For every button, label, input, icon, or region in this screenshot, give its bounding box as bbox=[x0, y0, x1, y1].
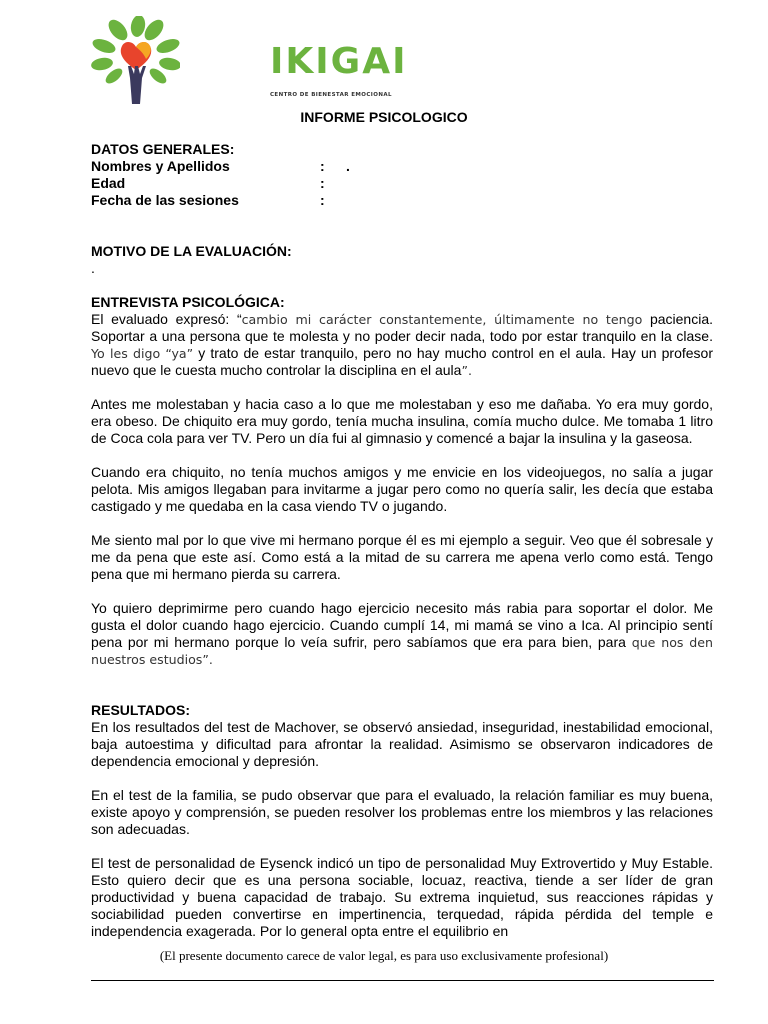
resultados-paragraph: En el test de la familia, se pudo observar que para el evaluado, la relación familiar es muy buena, existe apoyo y comprensión, se pueden resolver los problemas entre los miembros y las relaciones son adecuadas. bbox=[91, 787, 713, 837]
datos-row-nombres bbox=[91, 158, 713, 175]
text-run: ”. bbox=[461, 363, 472, 378]
datos-generales-heading: DATOS GENERALES: bbox=[91, 141, 235, 157]
text-run: que nos den nuestros estudios”. bbox=[91, 635, 713, 667]
row-separator: : bbox=[320, 175, 325, 191]
row-label: Edad bbox=[91, 175, 126, 191]
footer-divider bbox=[91, 980, 714, 981]
entrevista-heading: ENTREVISTA PSICOLÓGICA: bbox=[91, 294, 285, 310]
text-run: cambio mi carácter constantemente, últimamente no tengo bbox=[241, 312, 643, 327]
text-run: y trato de estar tranquilo, pero no hay mucho control en el aula. Hay un profesor nuevo que le cuesta mucho controlar la disciplina en el aula bbox=[91, 345, 713, 378]
text-run: Yo les digo “ya” bbox=[91, 346, 194, 361]
resultados-heading: RESULTADOS: bbox=[91, 702, 191, 718]
row-label: Nombres y Apellidos bbox=[91, 158, 230, 174]
logo-wordmark: IKIGAI bbox=[270, 41, 408, 82]
text-run: Yo quiero deprimirme pero cuando hago ejercicio necesito más rabia para soportar el dolor. Me gusta el dolor cuando hago ejercicio. Cuando cumplí 14, mi mamá se vino a Ica. Al principio sentí pena por mi hermano porque lo veía sufrir, pero sabíamos que era para bien, para bbox=[91, 600, 713, 650]
datos-row-fecha bbox=[91, 192, 713, 209]
logo-subtitle: CENTRO DE BIENESTAR EMOCIONAL bbox=[270, 92, 392, 98]
document-body bbox=[91, 141, 713, 940]
entrevista-paragraph bbox=[91, 600, 713, 668]
entrevista-paragraph: Me siento mal por lo que vive mi hermano porque él es mi ejemplo a seguir. Veo que él sobresale y me da pena que este así. Como está a la mitad de su carrera me apena verlo como está. Tengo pena que mi hermano pierda su carrera. bbox=[91, 532, 713, 582]
ikigai-logo bbox=[88, 16, 408, 108]
entrevista-paragraph: Antes me molestaban y hacia caso a lo que me molestaban y eso me dañaba. Yo era muy gordo, era obeso. De chiquito era muy gordo, tenía mucha insulina, comía mucho dulce. Me tomaba 1 litro de Coca cola para ver TV. Pero un día fui al gimnasio y comencé a bajar la insulina y la gaseosa. bbox=[91, 396, 713, 446]
text-run: paciencia. Soportar a una persona que te molesta y no poder decir nada, todo por estar tranquilo en la clase. bbox=[91, 311, 713, 344]
motivo-heading: MOTIVO DE LA EVALUACIÓN: bbox=[91, 243, 292, 259]
document-title: INFORME PSICOLOGICO bbox=[300, 109, 468, 125]
entrevista-paragraph: Cuando era chiquito, no tenía muchos amigos y me envicie en los videojuegos, no salía a jugar pelota. Mis amigos llegaban para invitarme a jugar pero como no quería salir, les decía que estaba castigado y me quedaba en la casa viendo TV o jugando. bbox=[91, 464, 713, 514]
row-separator: : bbox=[320, 192, 325, 208]
datos-row-edad bbox=[91, 175, 713, 192]
motivo-text: . bbox=[91, 260, 95, 276]
resultados-paragraph: En los resultados del test de Machover, se observó ansiedad, inseguridad, inestabilidad emocional, baja autoestima y dificultad para afrontar la realidad. Asimismo se observaron indicadores de dependencia emocional y depresión. bbox=[91, 719, 713, 769]
text-run: El evaluado expresó: “ bbox=[91, 311, 242, 327]
row-value: . bbox=[346, 158, 350, 174]
row-separator: : bbox=[320, 158, 325, 174]
tree-hand-heart-icon bbox=[88, 16, 180, 108]
row-label: Fecha de las sesiones bbox=[91, 192, 239, 208]
entrevista-paragraph bbox=[91, 311, 713, 379]
resultados-paragraph: El test de personalidad de Eysenck indicó un tipo de personalidad Muy Extrovertido y Muy Estable. Esto quiero decir que es una persona sociable, locuaz, reactiva, tiende a ser líder de gran productividad y buena capacidad de trabajo. Su extrema inquietud, sus reacciones rápidas y sociabilidad pueden convertirse en impertinencia, terquedad, rápida pérdida del temple e independencia exagerada. Por lo general opta entre el equilibrio en bbox=[91, 855, 713, 939]
legal-disclaimer: (El presente documento carece de valor legal, es para uso exclusivamente profesional) bbox=[159, 948, 609, 963]
